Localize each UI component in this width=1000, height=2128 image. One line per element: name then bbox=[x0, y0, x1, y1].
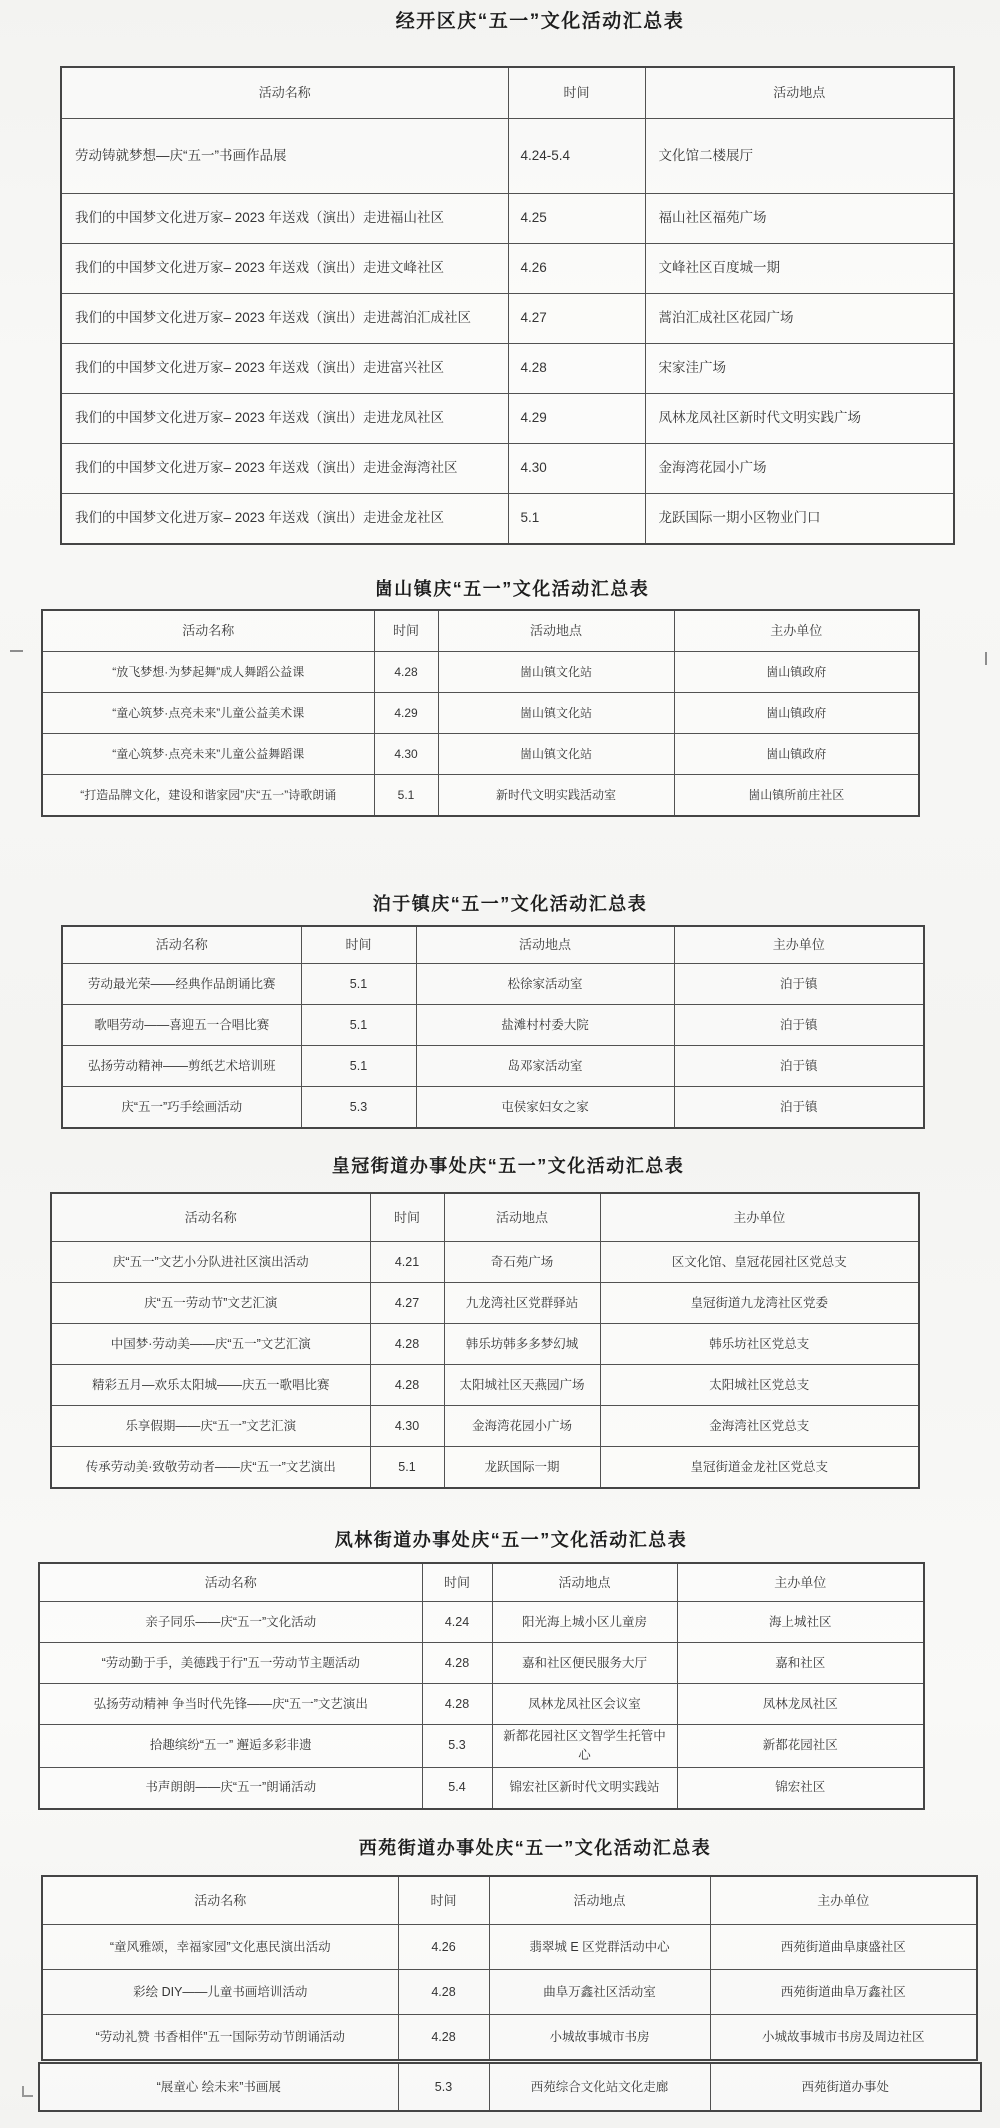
table-cell: 5.3 bbox=[301, 1087, 416, 1129]
table-row bbox=[62, 1046, 924, 1087]
table-cell: 4.26 bbox=[398, 1925, 489, 1970]
table-cell: 我们的中国梦文化进万家– 2023 年送戏（演出）走进富兴社区 bbox=[61, 344, 508, 394]
table-cell: 松徐家活动室 bbox=[416, 964, 674, 1005]
table-cell: 九龙湾社区党群驿站 bbox=[444, 1283, 600, 1324]
header-row bbox=[51, 1193, 919, 1242]
table-cell: “展童心 绘未来”书画展 bbox=[39, 2063, 398, 2111]
table-cell: 4.24 bbox=[422, 1602, 492, 1643]
table-cell: 5.1 bbox=[374, 775, 438, 817]
table-cell: 4.24-5.4 bbox=[508, 119, 645, 194]
table-row bbox=[39, 1643, 924, 1684]
table-row bbox=[62, 964, 924, 1005]
table-row bbox=[42, 652, 919, 693]
table-cell: 4.26 bbox=[508, 244, 645, 294]
table-cell: 我们的中国梦文化进万家– 2023 年送戏（演出）走进文峰社区 bbox=[61, 244, 508, 294]
table-cell: 蒿泊汇成社区花园广场 bbox=[645, 294, 954, 344]
table-row bbox=[61, 294, 954, 344]
table-cell: 凤林龙凤社区新时代文明实践广场 bbox=[645, 394, 954, 444]
table-row bbox=[39, 1684, 924, 1725]
table-row bbox=[42, 693, 919, 734]
table-title-boyu: 泊于镇庆“五一”文化活动汇总表 bbox=[372, 894, 648, 914]
table-title-huangguan: 皇冠街道办事处庆“五一”文化活动汇总表 bbox=[331, 1156, 685, 1176]
table-cell: 庆“五一”巧手绘画活动 bbox=[62, 1087, 301, 1129]
table-cell: 弘扬劳动精神——剪纸艺术培训班 bbox=[62, 1046, 301, 1087]
activity-table-xiyuan bbox=[41, 1875, 978, 2061]
table-cell: 新都花园社区 bbox=[677, 1725, 924, 1768]
table-row bbox=[51, 1365, 919, 1406]
table-row bbox=[51, 1406, 919, 1447]
table-cell: 小城故事城市书房及周边社区 bbox=[710, 2015, 977, 2061]
table-cell: 区文化馆、皇冠花园社区党总支 bbox=[600, 1242, 919, 1283]
table-cell: “童风雅颂，幸福家园”文化惠民演出活动 bbox=[42, 1925, 398, 1970]
table-cell: 崮山镇文化站 bbox=[438, 734, 674, 775]
header-cell: 活动地点 bbox=[416, 926, 674, 964]
header-cell: 活动名称 bbox=[62, 926, 301, 964]
table-cell: 崮山镇文化站 bbox=[438, 693, 674, 734]
table-row bbox=[61, 194, 954, 244]
table-cell: 4.28 bbox=[374, 652, 438, 693]
table-cell: 奇石苑广场 bbox=[444, 1242, 600, 1283]
table-cell: 拾趣缤纷“五一” 邂逅多彩非遗 bbox=[39, 1725, 422, 1768]
header-cell: 主办单位 bbox=[710, 1876, 977, 1925]
table-cell: 4.27 bbox=[508, 294, 645, 344]
table-cell: 4.28 bbox=[508, 344, 645, 394]
table-cell: 小城故事城市书房 bbox=[489, 2015, 710, 2061]
table-cell: 4.27 bbox=[370, 1283, 444, 1324]
table-cell: 皇冠街道九龙湾社区党委 bbox=[600, 1283, 919, 1324]
table-row bbox=[42, 734, 919, 775]
table-cell: 宋家洼广场 bbox=[645, 344, 954, 394]
table-cell: 5.1 bbox=[508, 494, 645, 545]
header-cell: 活动地点 bbox=[492, 1563, 677, 1602]
table-cell: 5.1 bbox=[301, 1005, 416, 1046]
table-cell: 歌唱劳动——喜迎五一合唱比赛 bbox=[62, 1005, 301, 1046]
activity-table-boyu bbox=[61, 925, 925, 1129]
table-cell: 西苑街道曲阜万鑫社区 bbox=[710, 1970, 977, 2015]
table-cell: 5.4 bbox=[422, 1767, 492, 1809]
table-cell: 亲子同乐——庆“五一”文化活动 bbox=[39, 1602, 422, 1643]
table-row bbox=[62, 1087, 924, 1129]
table-cell: 凤林龙凤社区会议室 bbox=[492, 1684, 677, 1725]
table-cell: 崮山镇所前庄社区 bbox=[674, 775, 919, 817]
table-row bbox=[62, 1005, 924, 1046]
header-cell: 活动地点 bbox=[489, 1876, 710, 1925]
table-row bbox=[61, 494, 954, 545]
table-cell: 传承劳动美·致敬劳动者——庆“五一”文艺演出 bbox=[51, 1447, 370, 1489]
table-row bbox=[42, 2015, 977, 2061]
table-cell: 金海湾花园小广场 bbox=[645, 444, 954, 494]
header-cell: 活动名称 bbox=[39, 1563, 422, 1602]
table-cell: 新都花园社区文智学生托管中心 bbox=[492, 1725, 677, 1768]
table-cell: 嘉和社区便民服务大厅 bbox=[492, 1643, 677, 1684]
table-cell: 崮山镇文化站 bbox=[438, 652, 674, 693]
table-cell: 曲阜万鑫社区活动室 bbox=[489, 1970, 710, 2015]
table-cell: 西苑综合文化站文化走廊 bbox=[489, 2063, 710, 2111]
header-cell: 活动名称 bbox=[42, 610, 374, 652]
table-cell: 劳动铸就梦想—庆“五一”书画作品展 bbox=[61, 119, 508, 194]
table-row bbox=[39, 1767, 924, 1809]
table-cell: 屯侯家妇女之家 bbox=[416, 1087, 674, 1129]
table-cell: 4.29 bbox=[374, 693, 438, 734]
table-cell: 韩乐坊社区党总支 bbox=[600, 1324, 919, 1365]
table-cell: 皇冠街道金龙社区党总支 bbox=[600, 1447, 919, 1489]
table-row bbox=[61, 119, 954, 194]
table-row bbox=[61, 344, 954, 394]
table-cell: 4.28 bbox=[422, 1684, 492, 1725]
table-cell: 5.1 bbox=[301, 1046, 416, 1087]
table-cell: 我们的中国梦文化进万家– 2023 年送戏（演出）走进金海湾社区 bbox=[61, 444, 508, 494]
table-cell: 崮山镇政府 bbox=[674, 652, 919, 693]
table-title-jingkaiqu: 经开区庆“五一”文化活动汇总表 bbox=[395, 11, 685, 32]
table-cell: “童心筑梦·点亮未来”儿童公益美术课 bbox=[42, 693, 374, 734]
table-cell: 文化馆二楼展厅 bbox=[645, 119, 954, 194]
activity-table-fenglin bbox=[38, 1562, 925, 1810]
table-title-fenglin: 凤林街道办事处庆“五一”文化活动汇总表 bbox=[334, 1530, 688, 1550]
table-cell: 庆“五一”文艺小分队进社区演出活动 bbox=[51, 1242, 370, 1283]
table-row bbox=[39, 2063, 981, 2111]
table-cell: 阳光海上城小区儿童房 bbox=[492, 1602, 677, 1643]
table-row bbox=[42, 1925, 977, 1970]
table-row bbox=[51, 1447, 919, 1489]
table-cell: 金海湾社区党总支 bbox=[600, 1406, 919, 1447]
table-cell: 崮山镇政府 bbox=[674, 693, 919, 734]
table-cell: 4.30 bbox=[370, 1406, 444, 1447]
header-cell: 时间 bbox=[422, 1563, 492, 1602]
header-cell: 主办单位 bbox=[674, 610, 919, 652]
table-row bbox=[61, 444, 954, 494]
table-cell: “童心筑梦·点亮未来”儿童公益舞蹈课 bbox=[42, 734, 374, 775]
header-cell: 时间 bbox=[301, 926, 416, 964]
table-cell: 5.3 bbox=[422, 1725, 492, 1768]
activity-table-gushan bbox=[41, 609, 920, 817]
table-cell: 盐滩村村委大院 bbox=[416, 1005, 674, 1046]
table-cell: 福山社区福苑广场 bbox=[645, 194, 954, 244]
table-cell: 中国梦·劳动美——庆“五一”文艺汇演 bbox=[51, 1324, 370, 1365]
header-cell: 时间 bbox=[374, 610, 438, 652]
activity-table-jingkaiqu bbox=[60, 66, 955, 545]
table-cell: 金海湾花园小广场 bbox=[444, 1406, 600, 1447]
table-cell: 4.21 bbox=[370, 1242, 444, 1283]
table-cell: 泊于镇 bbox=[674, 1046, 924, 1087]
header-row bbox=[61, 67, 954, 119]
header-cell: 活动名称 bbox=[61, 67, 508, 119]
table-cell: 4.28 bbox=[370, 1365, 444, 1406]
table-cell: 4.29 bbox=[508, 394, 645, 444]
table-cell: 嘉和社区 bbox=[677, 1643, 924, 1684]
table-cell: 乐享假期——庆“五一”文艺汇演 bbox=[51, 1406, 370, 1447]
table-cell: 锦宏社区新时代文明实践站 bbox=[492, 1767, 677, 1809]
table-row bbox=[51, 1283, 919, 1324]
table-cell: 4.25 bbox=[508, 194, 645, 244]
table-cell: 我们的中国梦文化进万家– 2023 年送戏（演出）走进蒿泊汇成社区 bbox=[61, 294, 508, 344]
table-title-xiyuan: 西苑街道办事处庆“五一”文化活动汇总表 bbox=[358, 1838, 712, 1858]
table-cell: 4.28 bbox=[398, 2015, 489, 2061]
table-cell: 弘扬劳动精神 争当时代先锋——庆“五一”文艺演出 bbox=[39, 1684, 422, 1725]
table-row bbox=[39, 1602, 924, 1643]
table-cell: “打造品牌文化，建设和谐家园”庆“五一”诗歌朗诵 bbox=[42, 775, 374, 817]
header-cell: 活动地点 bbox=[438, 610, 674, 652]
table-row bbox=[51, 1324, 919, 1365]
table-title-gushan: 崮山镇庆“五一”文化活动汇总表 bbox=[374, 579, 650, 599]
header-row bbox=[42, 610, 919, 652]
table-row bbox=[61, 244, 954, 294]
table-cell: “劳动勤于手，美德践于行”五一劳动节主题活动 bbox=[39, 1643, 422, 1684]
table-cell: 精彩五月—欢乐太阳城——庆五一歌唱比赛 bbox=[51, 1365, 370, 1406]
table-cell: 彩绘 DIY——儿童书画培训活动 bbox=[42, 1970, 398, 2015]
table-cell: 我们的中国梦文化进万家– 2023 年送戏（演出）走进金龙社区 bbox=[61, 494, 508, 545]
page-corner-mark-bottom bbox=[22, 2086, 33, 2097]
table-cell: 泊于镇 bbox=[674, 1005, 924, 1046]
table-cell: 5.3 bbox=[398, 2063, 489, 2111]
header-cell: 主办单位 bbox=[677, 1563, 924, 1602]
table-cell: 太阳城社区天燕园广场 bbox=[444, 1365, 600, 1406]
table-cell: 4.28 bbox=[398, 1970, 489, 2015]
table-cell: 文峰社区百度城一期 bbox=[645, 244, 954, 294]
header-row bbox=[39, 1563, 924, 1602]
header-cell: 活动地点 bbox=[645, 67, 954, 119]
activity-table-huangguan bbox=[50, 1192, 920, 1489]
header-cell: 活动名称 bbox=[42, 1876, 398, 1925]
table-cell: 泊于镇 bbox=[674, 1087, 924, 1129]
table-cell: 西苑街道办事处 bbox=[710, 2063, 981, 2111]
table-cell: 书声朗朗——庆“五一”朗诵活动 bbox=[39, 1767, 422, 1809]
header-cell: 时间 bbox=[508, 67, 645, 119]
page-margin-mark-right bbox=[985, 652, 987, 665]
table-cell: 韩乐坊韩多多梦幻城 bbox=[444, 1324, 600, 1365]
table-row bbox=[51, 1242, 919, 1283]
header-row bbox=[62, 926, 924, 964]
table-cell: 太阳城社区党总支 bbox=[600, 1365, 919, 1406]
table-cell: 4.30 bbox=[374, 734, 438, 775]
table-cell: 我们的中国梦文化进万家– 2023 年送戏（演出）走进福山社区 bbox=[61, 194, 508, 244]
table-cell: 4.28 bbox=[422, 1643, 492, 1684]
table-cell: 凤林龙凤社区 bbox=[677, 1684, 924, 1725]
table-cell: 4.28 bbox=[370, 1324, 444, 1365]
table-cell: 4.30 bbox=[508, 444, 645, 494]
table-row bbox=[42, 775, 919, 817]
table-cell: 5.1 bbox=[370, 1447, 444, 1489]
table-cell: 龙跃国际一期小区物业门口 bbox=[645, 494, 954, 545]
header-cell: 活动名称 bbox=[51, 1193, 370, 1242]
header-cell: 时间 bbox=[370, 1193, 444, 1242]
table-row bbox=[42, 1970, 977, 2015]
table-cell: 海上城社区 bbox=[677, 1602, 924, 1643]
table-cell: 翡翠城 E 区党群活动中心 bbox=[489, 1925, 710, 1970]
table-cell: 劳动最光荣——经典作品朗诵比赛 bbox=[62, 964, 301, 1005]
table-cell: 西苑街道曲阜康盛社区 bbox=[710, 1925, 977, 1970]
table-cell: 崮山镇政府 bbox=[674, 734, 919, 775]
table-row bbox=[61, 394, 954, 444]
table-row bbox=[39, 1725, 924, 1768]
header-cell: 活动地点 bbox=[444, 1193, 600, 1242]
page-margin-mark-left bbox=[10, 650, 23, 652]
table-cell: 我们的中国梦文化进万家– 2023 年送戏（演出）走进龙凤社区 bbox=[61, 394, 508, 444]
table-cell: “劳动礼赞 书香相伴”五一国际劳动节朗诵活动 bbox=[42, 2015, 398, 2061]
header-cell: 时间 bbox=[398, 1876, 489, 1925]
table-cell: 5.1 bbox=[301, 964, 416, 1005]
table-cell: 泊于镇 bbox=[674, 964, 924, 1005]
header-cell: 主办单位 bbox=[600, 1193, 919, 1242]
table-cell: 岛邓家活动室 bbox=[416, 1046, 674, 1087]
table-cell: 新时代文明实践活动室 bbox=[438, 775, 674, 817]
header-cell: 主办单位 bbox=[674, 926, 924, 964]
table-cell: 龙跃国际一期 bbox=[444, 1447, 600, 1489]
table-cell: “放飞梦想·为梦起舞”成人舞蹈公益课 bbox=[42, 652, 374, 693]
header-row bbox=[42, 1876, 977, 1925]
table-cell: 庆“五一劳动节”文艺汇演 bbox=[51, 1283, 370, 1324]
activity-table-xiyuan-lastrow bbox=[38, 2062, 982, 2112]
table-cell: 锦宏社区 bbox=[677, 1767, 924, 1809]
